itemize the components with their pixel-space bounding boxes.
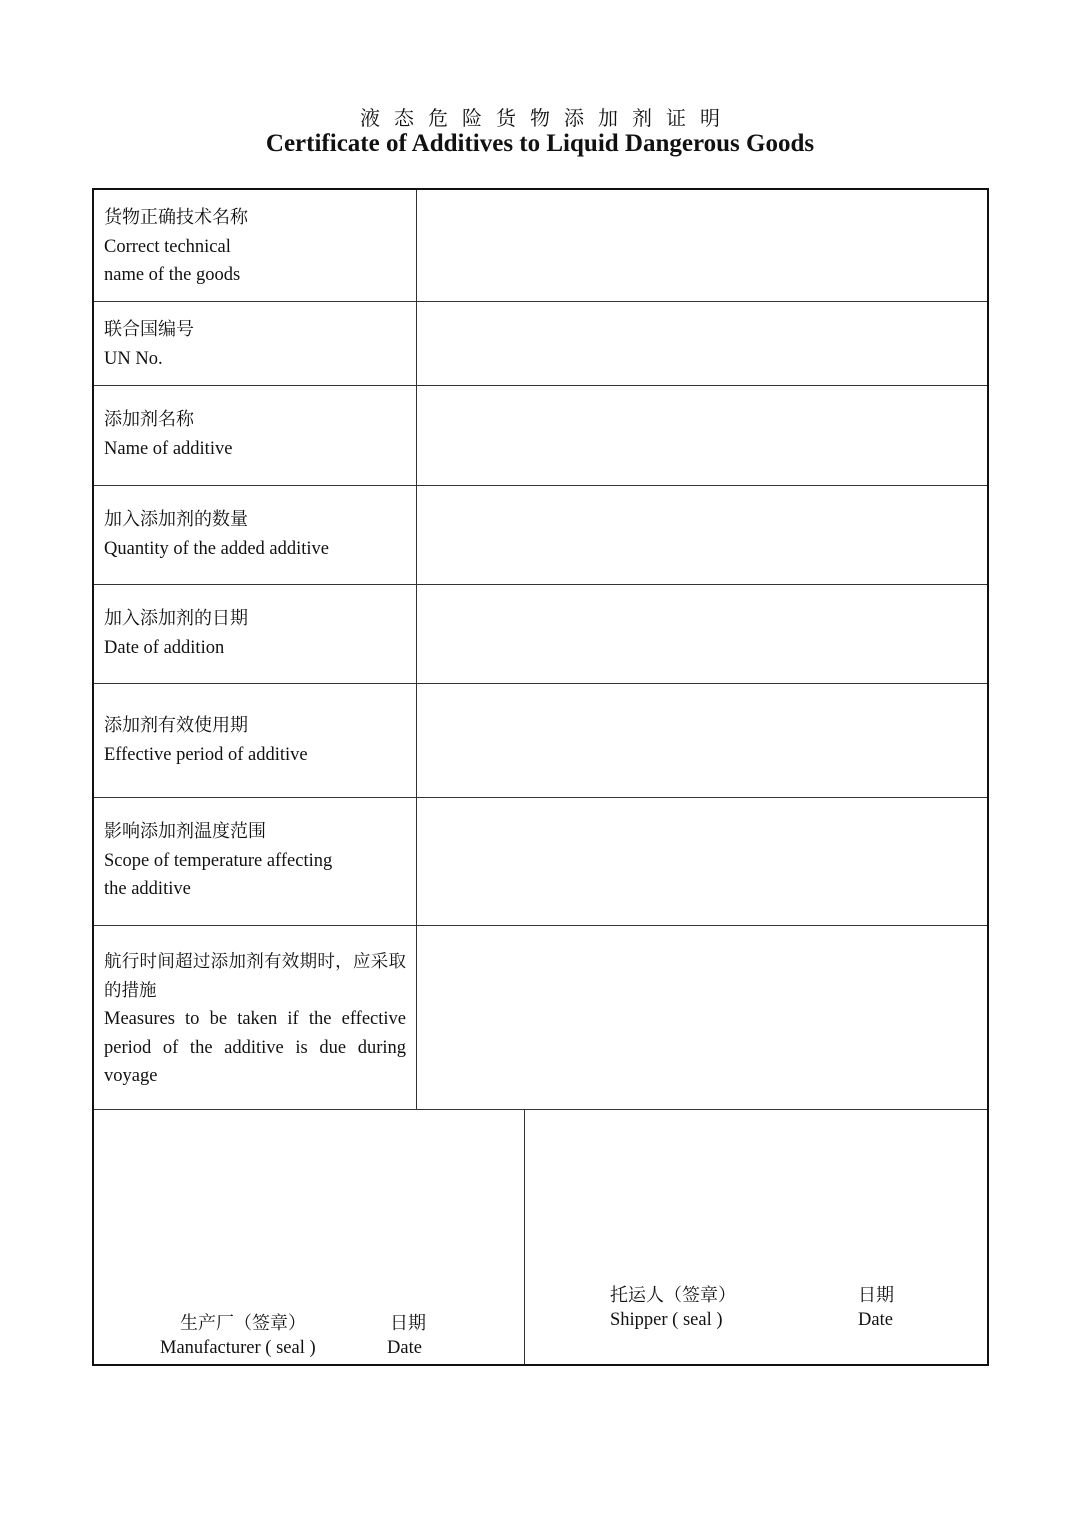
field-effective-period[interactable] xyxy=(417,684,987,797)
label-temperature-scope xyxy=(94,798,417,925)
manufacturer-seal-label-en: Manufacturer ( seal ) xyxy=(160,1338,316,1358)
shipper-seal-label-cn: 托运人（签章） xyxy=(610,1285,736,1306)
row-measures-to-be-taken xyxy=(94,926,987,1110)
row-date-of-addition xyxy=(94,585,987,684)
row-un-no xyxy=(94,302,987,386)
certificate-form xyxy=(92,188,989,1366)
manufacturer-date-label-cn: 日期 xyxy=(390,1313,426,1334)
label-cn: 添加剂有效使用期 xyxy=(104,715,248,736)
label-cn: 加入添加剂的日期 xyxy=(104,608,248,629)
row-effective-period xyxy=(94,684,987,798)
shipper-date-label-cn: 日期 xyxy=(858,1285,894,1306)
signature-divider xyxy=(524,1109,525,1364)
label-cn: 航行时间超过添加剂有效期时，应采取的措施 xyxy=(104,952,406,1001)
label-quantity-of-additive xyxy=(94,486,417,584)
label-en: Date of addition xyxy=(104,637,225,658)
field-date-of-addition[interactable] xyxy=(417,585,987,683)
field-quantity-of-additive[interactable] xyxy=(417,486,987,584)
label-cn: 联合国编号 xyxy=(104,319,194,340)
label-en: Name of additive xyxy=(104,438,233,459)
manufacturer-date-label-en: Date xyxy=(387,1338,422,1358)
label-en: Scope of temperature affecting the additive xyxy=(104,850,333,899)
label-en: UN No. xyxy=(104,348,163,369)
row-correct-technical-name xyxy=(94,190,987,302)
shipper-seal-label-en: Shipper ( seal ) xyxy=(610,1310,723,1330)
label-en: Measures to be taken if the effective period of the additive is due during voyage xyxy=(104,1009,406,1086)
label-cn: 货物正确技术名称 xyxy=(104,207,248,228)
label-date-of-addition xyxy=(94,585,417,683)
label-en: Correct technical name of the goods xyxy=(104,236,241,285)
label-cn: 影响添加剂温度范围 xyxy=(104,821,266,842)
label-cn: 添加剂名称 xyxy=(104,409,194,430)
field-measures-to-be-taken[interactable] xyxy=(417,926,987,1109)
row-quantity-of-additive xyxy=(94,486,987,585)
field-temperature-scope[interactable] xyxy=(417,798,987,925)
shipper-date-label-en: Date xyxy=(858,1310,893,1330)
label-effective-period xyxy=(94,684,417,797)
label-correct-technical-name xyxy=(94,190,417,301)
field-correct-technical-name[interactable] xyxy=(417,190,987,301)
signature-area xyxy=(94,1109,987,1364)
label-cn: 加入添加剂的数量 xyxy=(104,509,248,530)
document-title-chinese: 液态危险货物添加剂证明 xyxy=(360,106,734,130)
row-temperature-scope xyxy=(94,798,987,926)
row-name-of-additive xyxy=(94,386,987,486)
field-un-no[interactable] xyxy=(417,302,987,385)
label-un-no xyxy=(94,302,417,385)
manufacturer-seal-label-cn: 生产厂（签章） xyxy=(180,1313,306,1334)
document-title-english: Certificate of Additives to Liquid Dangerous Goods xyxy=(265,130,815,157)
field-name-of-additive[interactable] xyxy=(417,386,987,485)
label-en: Quantity of the added additive xyxy=(104,538,330,559)
label-name-of-additive xyxy=(94,386,417,485)
label-en: Effective period of additive xyxy=(104,744,308,765)
label-measures-to-be-taken xyxy=(94,926,417,1109)
